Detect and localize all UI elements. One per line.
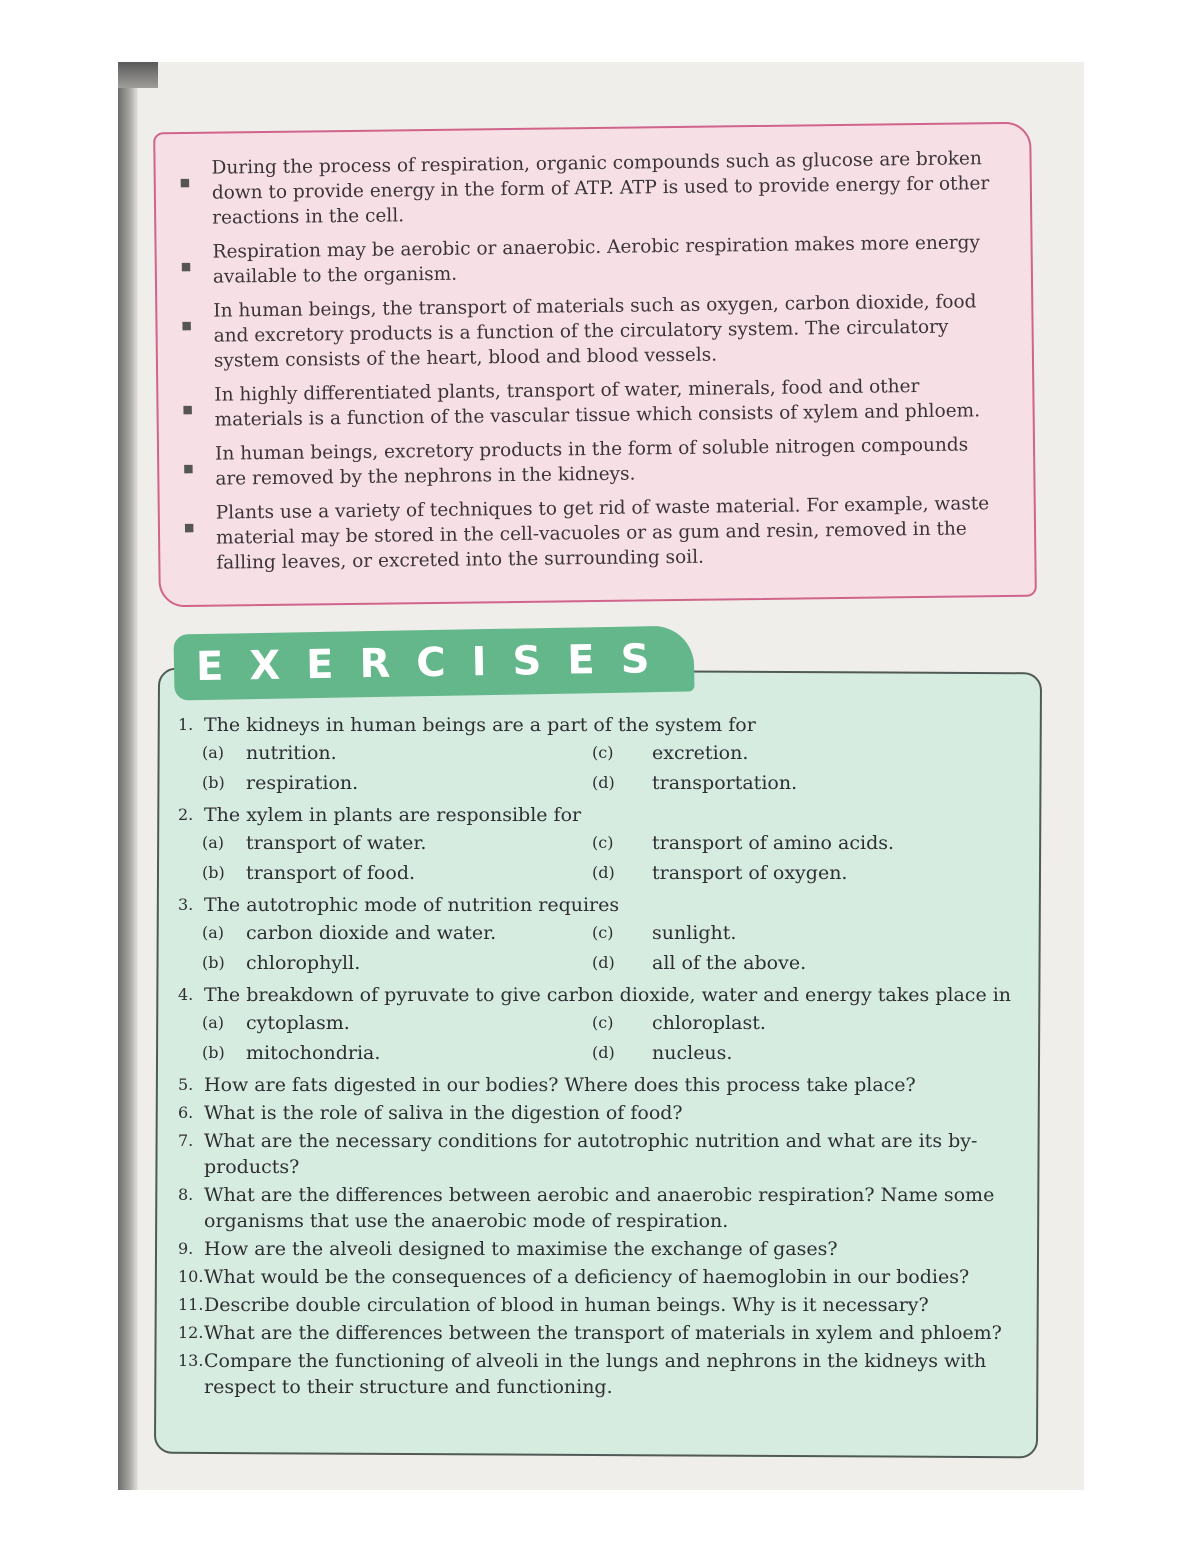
- bullet-icon: ■: [181, 318, 192, 333]
- question: 1. The kidneys in human beings are a part of the system for: [178, 714, 756, 736]
- option-label: (b): [202, 953, 225, 972]
- summary-point: ■ In human beings, excretory products in the form of soluble nitrogen compounds are removed by the nephrons in the kidneys.: [183, 434, 969, 490]
- option-label: (c): [592, 743, 614, 762]
- option-label: (b): [202, 863, 225, 882]
- option-label: (c): [592, 1013, 614, 1032]
- option-text: mitochondria.: [246, 1042, 381, 1064]
- option-label: (d): [592, 953, 615, 972]
- option-text: carbon dioxide and water.: [246, 922, 497, 944]
- question: 11. Describe double circulation of blood in human beings. Why is it necessary?: [178, 1294, 929, 1316]
- summary-box: [153, 122, 1037, 608]
- bullet-icon: ■: [180, 259, 192, 274]
- option-label: (a): [202, 923, 225, 942]
- option-label: (d): [592, 1043, 615, 1062]
- option-text: transport of amino acids.: [652, 832, 895, 854]
- exercise-questions: [178, 712, 1018, 1402]
- option-text: sunlight.: [652, 922, 737, 944]
- option-text: excretion.: [652, 742, 749, 764]
- question: 9. How are the alveoli designed to maximise the exchange of gases?: [178, 1238, 838, 1260]
- option-text: nutrition.: [246, 742, 337, 764]
- answer-options: [202, 740, 1018, 796]
- option-text: cytoplasm.: [246, 1012, 350, 1034]
- summary-point: ■ During the process of respiration, organic compounds such as glucose are broken down to provide energy in the form of ATP. ATP is used to provide energy for other reactions in the cell.: [179, 148, 990, 229]
- option-label: (c): [592, 833, 614, 852]
- question: 5. How are fats digested in our bodies? Where does this process take place?: [178, 1074, 916, 1096]
- book-spine: [118, 62, 138, 1490]
- option-text: transport of water.: [246, 832, 427, 854]
- option-label: (a): [202, 743, 225, 762]
- summary-point: ■ In highly differentiated plants, transport of water, minerals, food and other materials is a function of the vascular tissue which consists of xylem and phloem.: [182, 376, 981, 431]
- option-text: nucleus.: [652, 1042, 733, 1064]
- option-text: chloroplast.: [652, 1012, 766, 1034]
- option-label: (d): [592, 773, 615, 792]
- question: 4. The breakdown of pyruvate to give carbon dioxide, water and energy takes place in: [178, 984, 1012, 1006]
- bullet-icon: ■: [179, 175, 191, 190]
- option-text: chlorophyll.: [246, 952, 361, 974]
- option-text: transport of oxygen.: [652, 862, 848, 884]
- summary-point: ■ Respiration may be aerobic or anaerobic. Aerobic respiration makes more energy available to the organism.: [180, 232, 981, 288]
- bullet-icon: ■: [183, 461, 194, 476]
- option-label: (a): [202, 833, 225, 852]
- answer-options: [202, 920, 1018, 976]
- question: 7. What are the necessary conditions for autotrophic nutrition and what are its by-products?: [178, 1130, 978, 1178]
- book-page: [118, 62, 1084, 1490]
- option-text: transport of food.: [246, 862, 416, 884]
- question: 6. What is the role of saliva in the digestion of food?: [178, 1102, 683, 1124]
- question: 13. Compare the functioning of alveoli in the lungs and nephrons in the kidneys with respect to their structure and functioning.: [178, 1350, 987, 1398]
- question: 10. What would be the consequences of a deficiency of haemoglobin in our bodies?: [178, 1266, 970, 1288]
- question: 8. What are the differences between aerobic and anaerobic respiration? Name some organisms that use the anaerobic mode of respiration.: [178, 1184, 995, 1232]
- option-text: all of the above.: [652, 952, 807, 974]
- question: 3. The autotrophic mode of nutrition requires: [178, 894, 620, 916]
- bullet-icon: ■: [182, 402, 194, 417]
- question: 12. What are the differences between the transport of materials in xylem and phloem?: [178, 1322, 1002, 1344]
- answer-options: [202, 830, 1018, 886]
- option-label: (d): [592, 863, 615, 882]
- summary-point: ■ Plants use a variety of techniques to get rid of waste material. For example, waste material may be stored in the cell-vacuoles or as gum and resin, removed in the falling leaves, or excreted into the surrounding soil.: [183, 493, 990, 574]
- question: 2. The xylem in plants are responsible for: [178, 804, 582, 826]
- bullet-icon: ■: [183, 520, 195, 535]
- option-text: respiration.: [246, 772, 359, 794]
- option-label: (a): [202, 1013, 225, 1032]
- option-label: (b): [202, 1043, 225, 1062]
- option-label: (b): [202, 773, 225, 792]
- summary-point: ■ In human beings, the transport of materials such as oxygen, carbon dioxide, food and excretory products is a function of the circulatory system. The circulatory system consists of the heart, blood and blood vessels.: [181, 291, 977, 372]
- answer-options: [202, 1010, 1018, 1066]
- summary-list: [179, 146, 1004, 576]
- book-spine-corner: [118, 62, 158, 88]
- option-text: transportation.: [652, 772, 798, 794]
- option-label: (c): [592, 923, 614, 942]
- exercises-heading: EXERCISES: [173, 625, 694, 700]
